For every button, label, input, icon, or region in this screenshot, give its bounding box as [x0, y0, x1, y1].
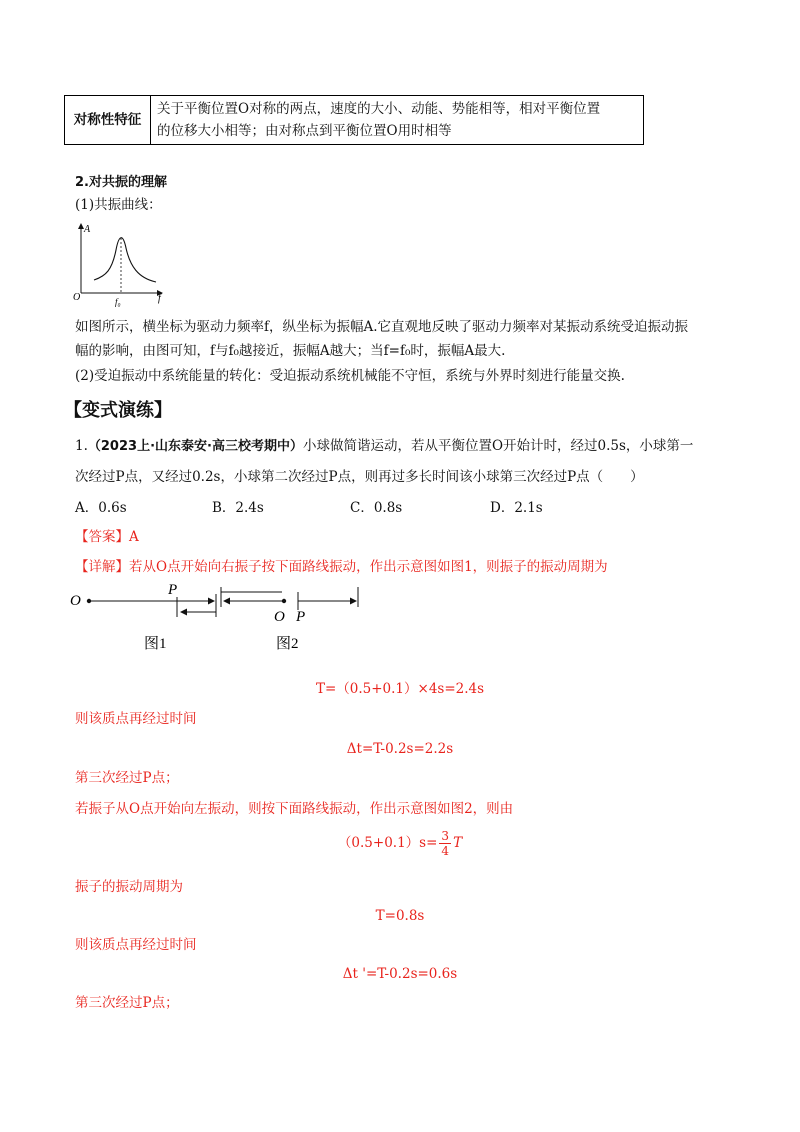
- peak-label: f₀: [115, 297, 121, 307]
- option-c: C．0.8s: [350, 500, 403, 516]
- fraction-three-quarters: [439, 829, 451, 858]
- resonance-curve-graph: [70, 220, 175, 310]
- description-line-1: 如图所示，横坐标为驱动力频率f，纵坐标为振幅A.它直观地反映了驱动力频率对某振动系统受迫振动振: [75, 319, 689, 335]
- fig2-p-label: P: [296, 609, 306, 625]
- equation-2: Δt=T-0.2s=2.2s: [346, 741, 454, 757]
- fig2-o-point: [282, 599, 286, 603]
- answer-line: [75, 527, 139, 547]
- option-d: D．2.1s: [490, 500, 543, 516]
- x-axis-label: f: [158, 293, 161, 304]
- fig1-p-label: P: [168, 582, 178, 598]
- equation-5: Δt '=T-0.2s=0.6s: [342, 966, 458, 982]
- question-text-1: 小球做简谐运动，若从平衡位置O开始计时，经过0.5s，小球第一: [302, 438, 694, 454]
- fraction-denominator: 4: [441, 844, 450, 858]
- energy-conversion-text: (2)受迫振动中系统能量的转化：受迫振动系统机械能不守恒，系统与外界时刻进行能量交换.: [75, 368, 625, 384]
- equation-2-wrap: [0, 739, 800, 759]
- option-a: A．0.6s: [75, 500, 127, 516]
- detail-intro: 若从O点开始向右振子按下面路线振动，作出示意图如图1，则振子的振动周期为: [129, 559, 608, 575]
- question-1-line-2: 次经过P点，又经过0.2s，小球第二次经过P点，则再过多长时间该小球第三次经过P点（ ）: [75, 469, 644, 485]
- answer-label: 【答案】: [75, 529, 129, 545]
- equation-3: [0, 828, 800, 858]
- resonance-curve-label: (1)共振曲线：: [75, 197, 162, 213]
- practice-heading: 【变式演练】: [64, 400, 172, 421]
- resonance-curve: [94, 238, 156, 282]
- table-header-cell: 对称性特征: [65, 96, 151, 145]
- property-table: [64, 95, 644, 145]
- detail-text-3: 第三次经过P点；: [75, 770, 179, 786]
- y-axis-label: A: [84, 224, 91, 235]
- detail-text-5: 振子的振动周期为: [75, 879, 183, 895]
- detail-text-7: 第三次经过P点；: [75, 995, 179, 1011]
- equation-3-left: （0.5+0.1）s=: [337, 835, 438, 851]
- fig1-caption: 图1: [144, 636, 167, 652]
- equation-3-right: T: [453, 835, 463, 851]
- fig2-caption: 图2: [276, 636, 299, 652]
- option-b: B．2.4s: [212, 500, 264, 516]
- fig2-o-label: O: [274, 609, 285, 625]
- equation-4: T=0.8s: [375, 908, 425, 924]
- detail-text-4: 若振子从O点开始向左振动，则按下面路线振动，作出示意图如图2，则由: [75, 801, 514, 817]
- detail-intro-line: [75, 557, 608, 577]
- origin-label: O: [73, 292, 81, 303]
- detail-text-6: 则该质点再经过时间: [75, 937, 197, 953]
- detail-text-2: 则该质点再经过时间: [75, 711, 197, 727]
- fraction-numerator: 3: [441, 829, 450, 843]
- question-number: 1.: [75, 438, 88, 454]
- table-line-2: 的位移大小相等；由对称点到平衡位置O用时相等: [157, 123, 452, 139]
- answer-value: A: [129, 529, 139, 545]
- equation-1: T=（0.5+0.1）×4s=2.4s: [315, 681, 485, 697]
- table-line-1: 关于平衡位置O对称的两点，速度的大小、动能、势能相等，相对平衡位置: [157, 101, 601, 117]
- fig1-o-label: O: [70, 593, 81, 609]
- detail-label: 【详解】: [75, 559, 129, 575]
- description-line-2: 幅的影响，由图可知，f与f₀越接近，振幅A越大；当f=f₀时，振幅A最大.: [75, 343, 506, 359]
- vibration-path-diagram: [64, 580, 374, 652]
- section-title: 2.对共振的理解: [75, 175, 167, 190]
- question-1-line-1: [75, 436, 693, 457]
- question-source: （2023上·山东泰安·高三校考期中）: [87, 439, 303, 454]
- table-body-cell: [151, 96, 644, 145]
